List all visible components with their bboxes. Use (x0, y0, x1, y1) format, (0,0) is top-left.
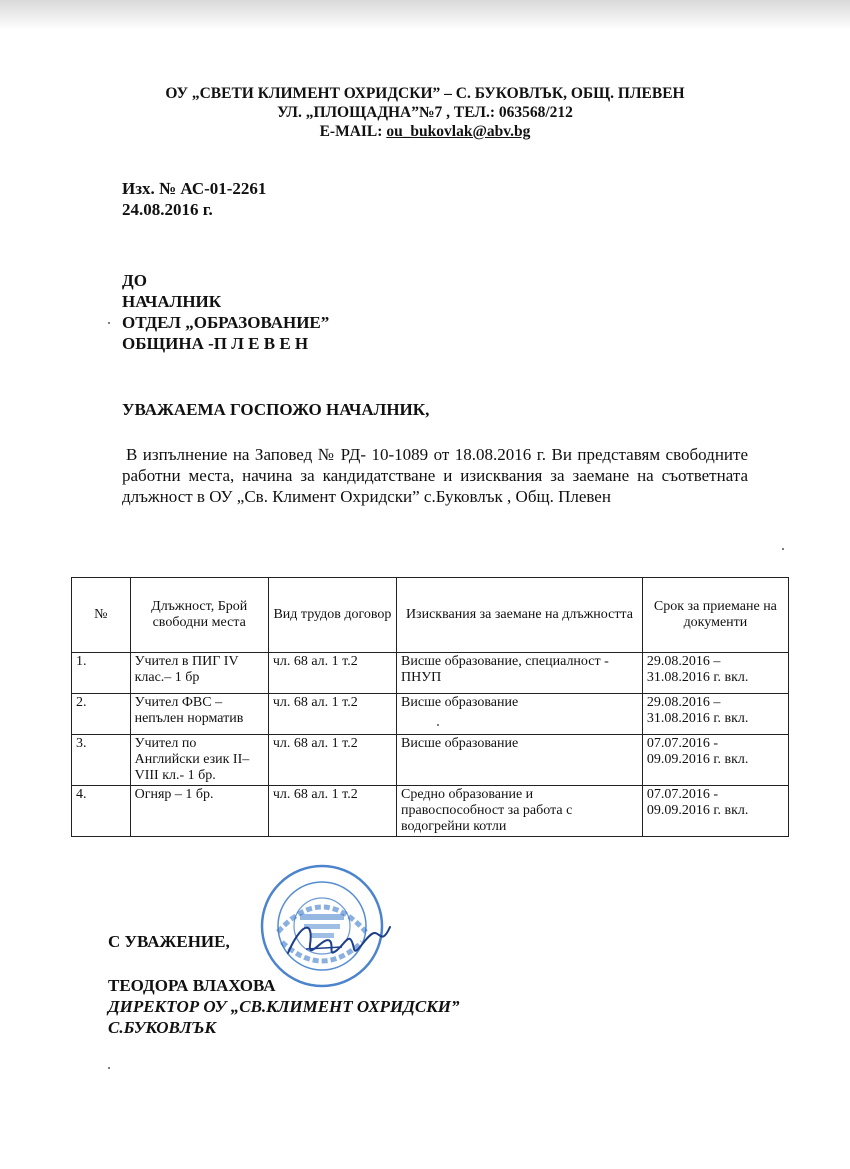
header-requirements: Изисквания за заемане на длъжността (397, 578, 643, 653)
recipient-title: НАЧАЛНИК (122, 292, 222, 311)
email-label: E-MAIL: (319, 123, 387, 140)
scan-speck (782, 548, 784, 550)
salutation: УВАЖАЕМА ГОСПОЖО НАЧАЛНИК, (122, 400, 430, 419)
header-contract: Вид трудов договор (268, 578, 396, 653)
handwritten-signature (270, 905, 400, 975)
row-number: 1. (72, 653, 131, 694)
row-number: 2. (72, 694, 131, 735)
row-position: Учител в ПИГ IV клас.– 1 бр (130, 653, 268, 694)
row-requirements: Висше образование (397, 694, 643, 735)
row-deadline: 07.07.2016 - 09.09.2016 г. вкл. (642, 786, 788, 837)
outgoing-reference (122, 178, 266, 220)
row-requirements: Средно образование и правоспособност за работа с водогрейни котли (397, 786, 643, 837)
table-row (72, 735, 789, 786)
signer-role: ДИРЕКТОР ОУ „СВ.КЛИМЕНТ ОХРИДСКИ” (108, 997, 460, 1016)
scan-speck (108, 322, 110, 324)
letterhead-email-line (0, 122, 850, 141)
row-position: Учител по Английски език II–VIII кл.- 1 бр. (130, 735, 268, 786)
row-position: Огняр – 1 бр. (130, 786, 268, 837)
table-header-row (72, 578, 789, 653)
scan-edge-shadow (0, 0, 850, 30)
signer-block (108, 975, 460, 1038)
letterhead-school-name: ОУ „СВЕТИ КЛИМЕНТ ОХРИДСКИ” – С. БУКОВЛЪК, ОБЩ. ПЛЕВЕН (165, 85, 685, 102)
row-number: 4. (72, 786, 131, 837)
header-deadline: Срок за приемане на документи (642, 578, 788, 653)
recipient-department: ОТДЕЛ „ОБРАЗОВАНИЕ” (122, 313, 330, 332)
outgoing-number: Изх. № АС-01-2261 (122, 179, 267, 198)
row-deadline: 29.08.2016 – 31.08.2016 г. вкл. (642, 694, 788, 735)
row-requirements: Висше образование (397, 735, 643, 786)
row-position: Учител ФВС – непълен норматив (130, 694, 268, 735)
recipient-to: ДО (122, 271, 147, 290)
row-contract: чл. 68 ал. 1 т.2 (268, 786, 396, 837)
vacancies-table (71, 577, 789, 837)
scan-speck (437, 724, 439, 726)
header-no: № (72, 578, 131, 653)
header-position: Длъжност, Брой свободни места (130, 578, 268, 653)
body-paragraph: В изпълнение на Заповед № РД- 10-1089 от 18.08.2016 г. Ви представям свободните работни места, начина за кандидатстване и изисквания за заемане на съответната длъжност в ОУ „Св. Климент Охридски” с.Буковлък , Общ. Плевен (122, 445, 748, 506)
table-row (72, 786, 789, 837)
row-contract: чл. 68 ал. 1 т.2 (268, 694, 396, 735)
signer-name: ТЕОДОРА ВЛАХОВА (108, 976, 276, 995)
table-row (72, 694, 789, 735)
letterhead (0, 84, 850, 141)
outgoing-date: 24.08.2016 г. (122, 200, 213, 219)
letterhead-address: УЛ. „ПЛОЩАДНА”№7 , ТЕЛ.: 063568/212 (277, 104, 573, 121)
email-link[interactable]: ou_bukovlak@abv.bg (386, 123, 531, 140)
row-contract: чл. 68 ал. 1 т.2 (268, 653, 396, 694)
table-row (72, 653, 789, 694)
signer-place: С.БУКОВЛЪК (108, 1018, 217, 1037)
row-contract: чл. 68 ал. 1 т.2 (268, 735, 396, 786)
scan-speck (108, 1067, 110, 1069)
recipient-block (122, 270, 329, 354)
row-number: 3. (72, 735, 131, 786)
row-deadline: 29.08.2016 – 31.08.2016 г. вкл. (642, 653, 788, 694)
closing-phrase: С УВАЖЕНИЕ, (108, 932, 230, 951)
row-requirements: Висше образование, специалност - ПНУП (397, 653, 643, 694)
recipient-municipality: ОБЩИНА -П Л Е В Е Н (122, 334, 309, 353)
row-deadline: 07.07.2016 - 09.09.2016 г. вкл. (642, 735, 788, 786)
